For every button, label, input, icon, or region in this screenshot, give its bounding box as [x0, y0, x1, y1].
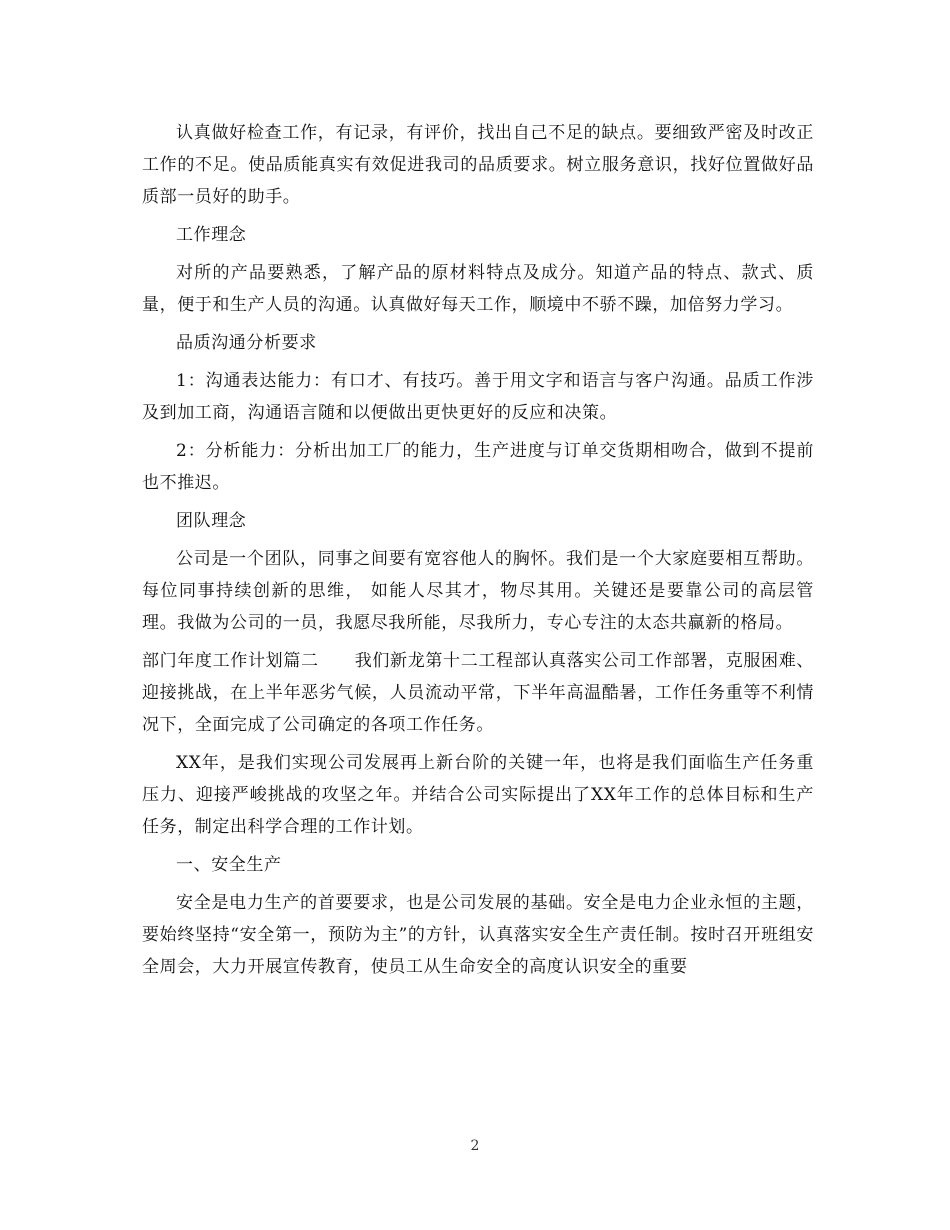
paragraph-team: 公司是一个团队，同事之间要有宽容他人的胸怀。我们是一个大家庭要相互帮助。每位同事持续创新的思维， 如能人尽其才，物尽其用。关键还是要靠公司的高层管理。我做为公司的一员，我愿尽我所能，尽我所力，专心专注的太态共赢新的格局。	[142, 549, 814, 633]
paragraph-communication-ability: 1：沟通表达能力：有口才、有技巧。善于用文字和语言与客户沟通。品质工作涉及到加工商，沟通语言随和以便做出更快更好的反应和决策。	[142, 371, 814, 423]
paragraph-analysis-ability: 2：分析能力：分析出加工厂的能力，生产进度与订单交货期相吻合，做到不提前也不推迟。	[142, 441, 814, 493]
heading-work-philosophy: 工作理念	[176, 225, 247, 245]
document-body	[142, 117, 814, 989]
paragraph-part-two-body: 我们新龙第十二工程部认真落实公司工作部署，克服困难、迎接挑战，在上半年恶劣气候，人员流动平常，下半年高温酷暑，工作任务重等不利情况下，全面完成了公司确定的各项工作任务。	[142, 651, 814, 735]
section-title-part-two: 部门年度工作计划篇二	[142, 651, 319, 671]
heading-team-philosophy: 团队理念	[176, 511, 247, 531]
heading-quality-communication: 品质沟通分析要求	[176, 333, 317, 353]
paragraph-safety: 安全是电力生产的首要要求，也是公司发展的基础。安全是电力企业永恒的主题，要始终坚持“安全第一，预防为主”的方针，认真落实安全生产责任制。按时召开班组安全周会，大力开展宣传教育，使员工从生命安全的高度认识安全的重要	[142, 893, 814, 977]
paragraph-plan-part-two	[142, 645, 814, 741]
paragraph-year-goal: XX年，是我们实现公司发展再上新台阶的关键一年，也将是我们面临生产任务重压力、迎接严峻挑战的攻坚之年。并结合公司实际提出了XX年工作的总体目标和生产任务，制定出科学合理的工作计划。	[142, 753, 814, 837]
page-number: 2	[470, 1138, 480, 1154]
paragraph-inspection: 认真做好检查工作，有记录，有评价，找出自己不足的缺点。要细致严密及时改正工作的不足。使品质能真实有效促进我司的品质要求。树立服务意识，找好位置做好品质部一员好的助手。	[142, 123, 814, 207]
heading-safety-production: 一、安全生产	[176, 855, 282, 875]
paragraph-product-knowledge: 对所的产品要熟悉，了解产品的原材料特点及成分。知道产品的特点、款式、质量，便于和生产人员的沟通。认真做好每天工作，顺境中不骄不躁，加倍努力学习。	[142, 263, 814, 315]
